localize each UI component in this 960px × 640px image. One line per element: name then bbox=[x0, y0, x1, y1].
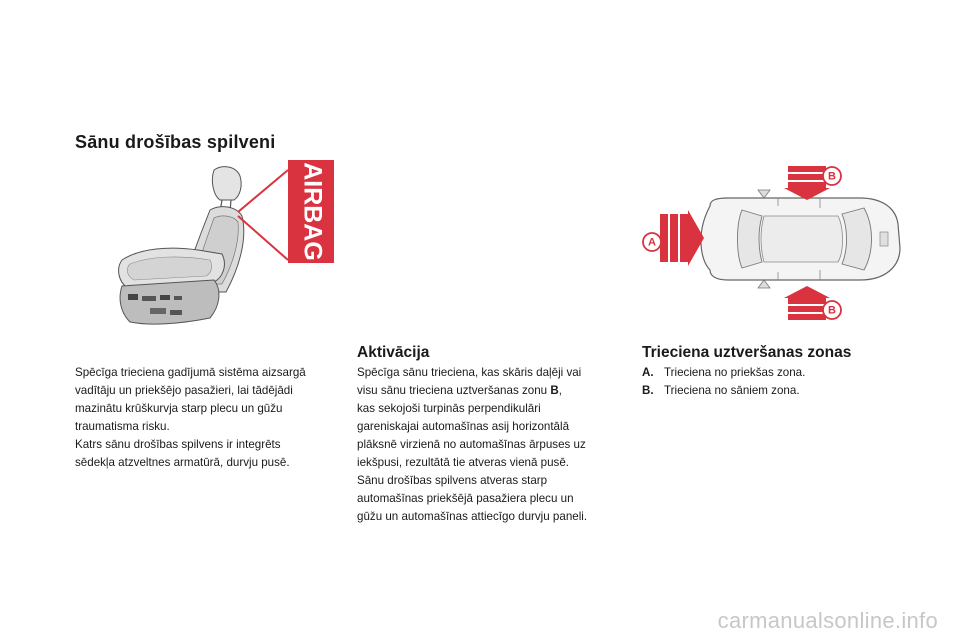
zone-a-label: A bbox=[648, 236, 656, 249]
activation-line: gareniskajai automašīnas asij horizontālā bbox=[357, 420, 570, 433]
intro-line: traumatisma risku. bbox=[75, 420, 170, 433]
activation-line: gūžu un automašīnas attiecīgo durvju paneli. bbox=[357, 510, 588, 523]
zone-letter: B. bbox=[642, 384, 654, 397]
activation-line: visu sānu trieciena uztveršanas zonu B, bbox=[357, 384, 562, 397]
intro-line: Katrs sānu drošības spilvens ir integrēts bbox=[75, 438, 281, 451]
activation-heading: Aktivācija bbox=[357, 344, 430, 361]
zone-text: Trieciena no sāniem zona. bbox=[664, 384, 800, 397]
intro-line: mazinātu krūškurvja starp plecu un gūžu bbox=[75, 402, 283, 415]
front-impact-arrows bbox=[660, 210, 704, 266]
side-impact-arrows-bottom bbox=[784, 286, 830, 320]
intro-line: Spēcīga trieciena gadījumā sistēma aizsargā bbox=[75, 366, 306, 379]
intro-paragraph bbox=[75, 364, 340, 472]
car-diagram bbox=[638, 162, 910, 322]
activation-line: iekšpusi, rezultātā tie atveras vienā pusē. bbox=[357, 456, 570, 469]
zone-text: Trieciena no priekšas zona. bbox=[664, 366, 806, 379]
zone-b-top-label: B bbox=[828, 170, 836, 183]
seat-icon bbox=[119, 167, 244, 324]
zones-list bbox=[642, 364, 902, 400]
side-impact-arrows-top bbox=[784, 166, 830, 200]
list-item bbox=[642, 382, 902, 400]
zone-letter: A. bbox=[642, 366, 654, 379]
activation-line: automašīnas priekšējā pasažiera plecu un bbox=[357, 492, 574, 505]
list-item bbox=[642, 364, 902, 382]
car-top-view-icon bbox=[701, 190, 900, 288]
activation-line: plāksnē virzienā no automašīnas ārpuses uz bbox=[357, 438, 586, 451]
seat-illustration bbox=[110, 160, 345, 335]
zone-b-bottom-label: B bbox=[828, 304, 836, 317]
intro-line: vadītāju un priekšējo pasažieri, lai tādējādi bbox=[75, 384, 293, 397]
zones-heading: Trieciena uztveršanas zonas bbox=[642, 344, 852, 361]
activation-line: Sānu drošības spilvens atveras starp bbox=[357, 474, 548, 487]
airbag-label: AIRBAG bbox=[298, 162, 327, 261]
activation-line: Spēcīga sānu trieciena, kas skāris daļēji vai bbox=[357, 366, 582, 379]
watermark: carmanualsonline.info bbox=[717, 608, 938, 633]
activation-paragraph bbox=[357, 364, 622, 526]
page-title: Sānu drošības spilveni bbox=[75, 132, 276, 152]
intro-line: sēdekļa atzveltnes armatūrā, durvju pusē. bbox=[75, 456, 290, 469]
activation-line: kas sekojoši turpinās perpendikulāri bbox=[357, 402, 541, 415]
